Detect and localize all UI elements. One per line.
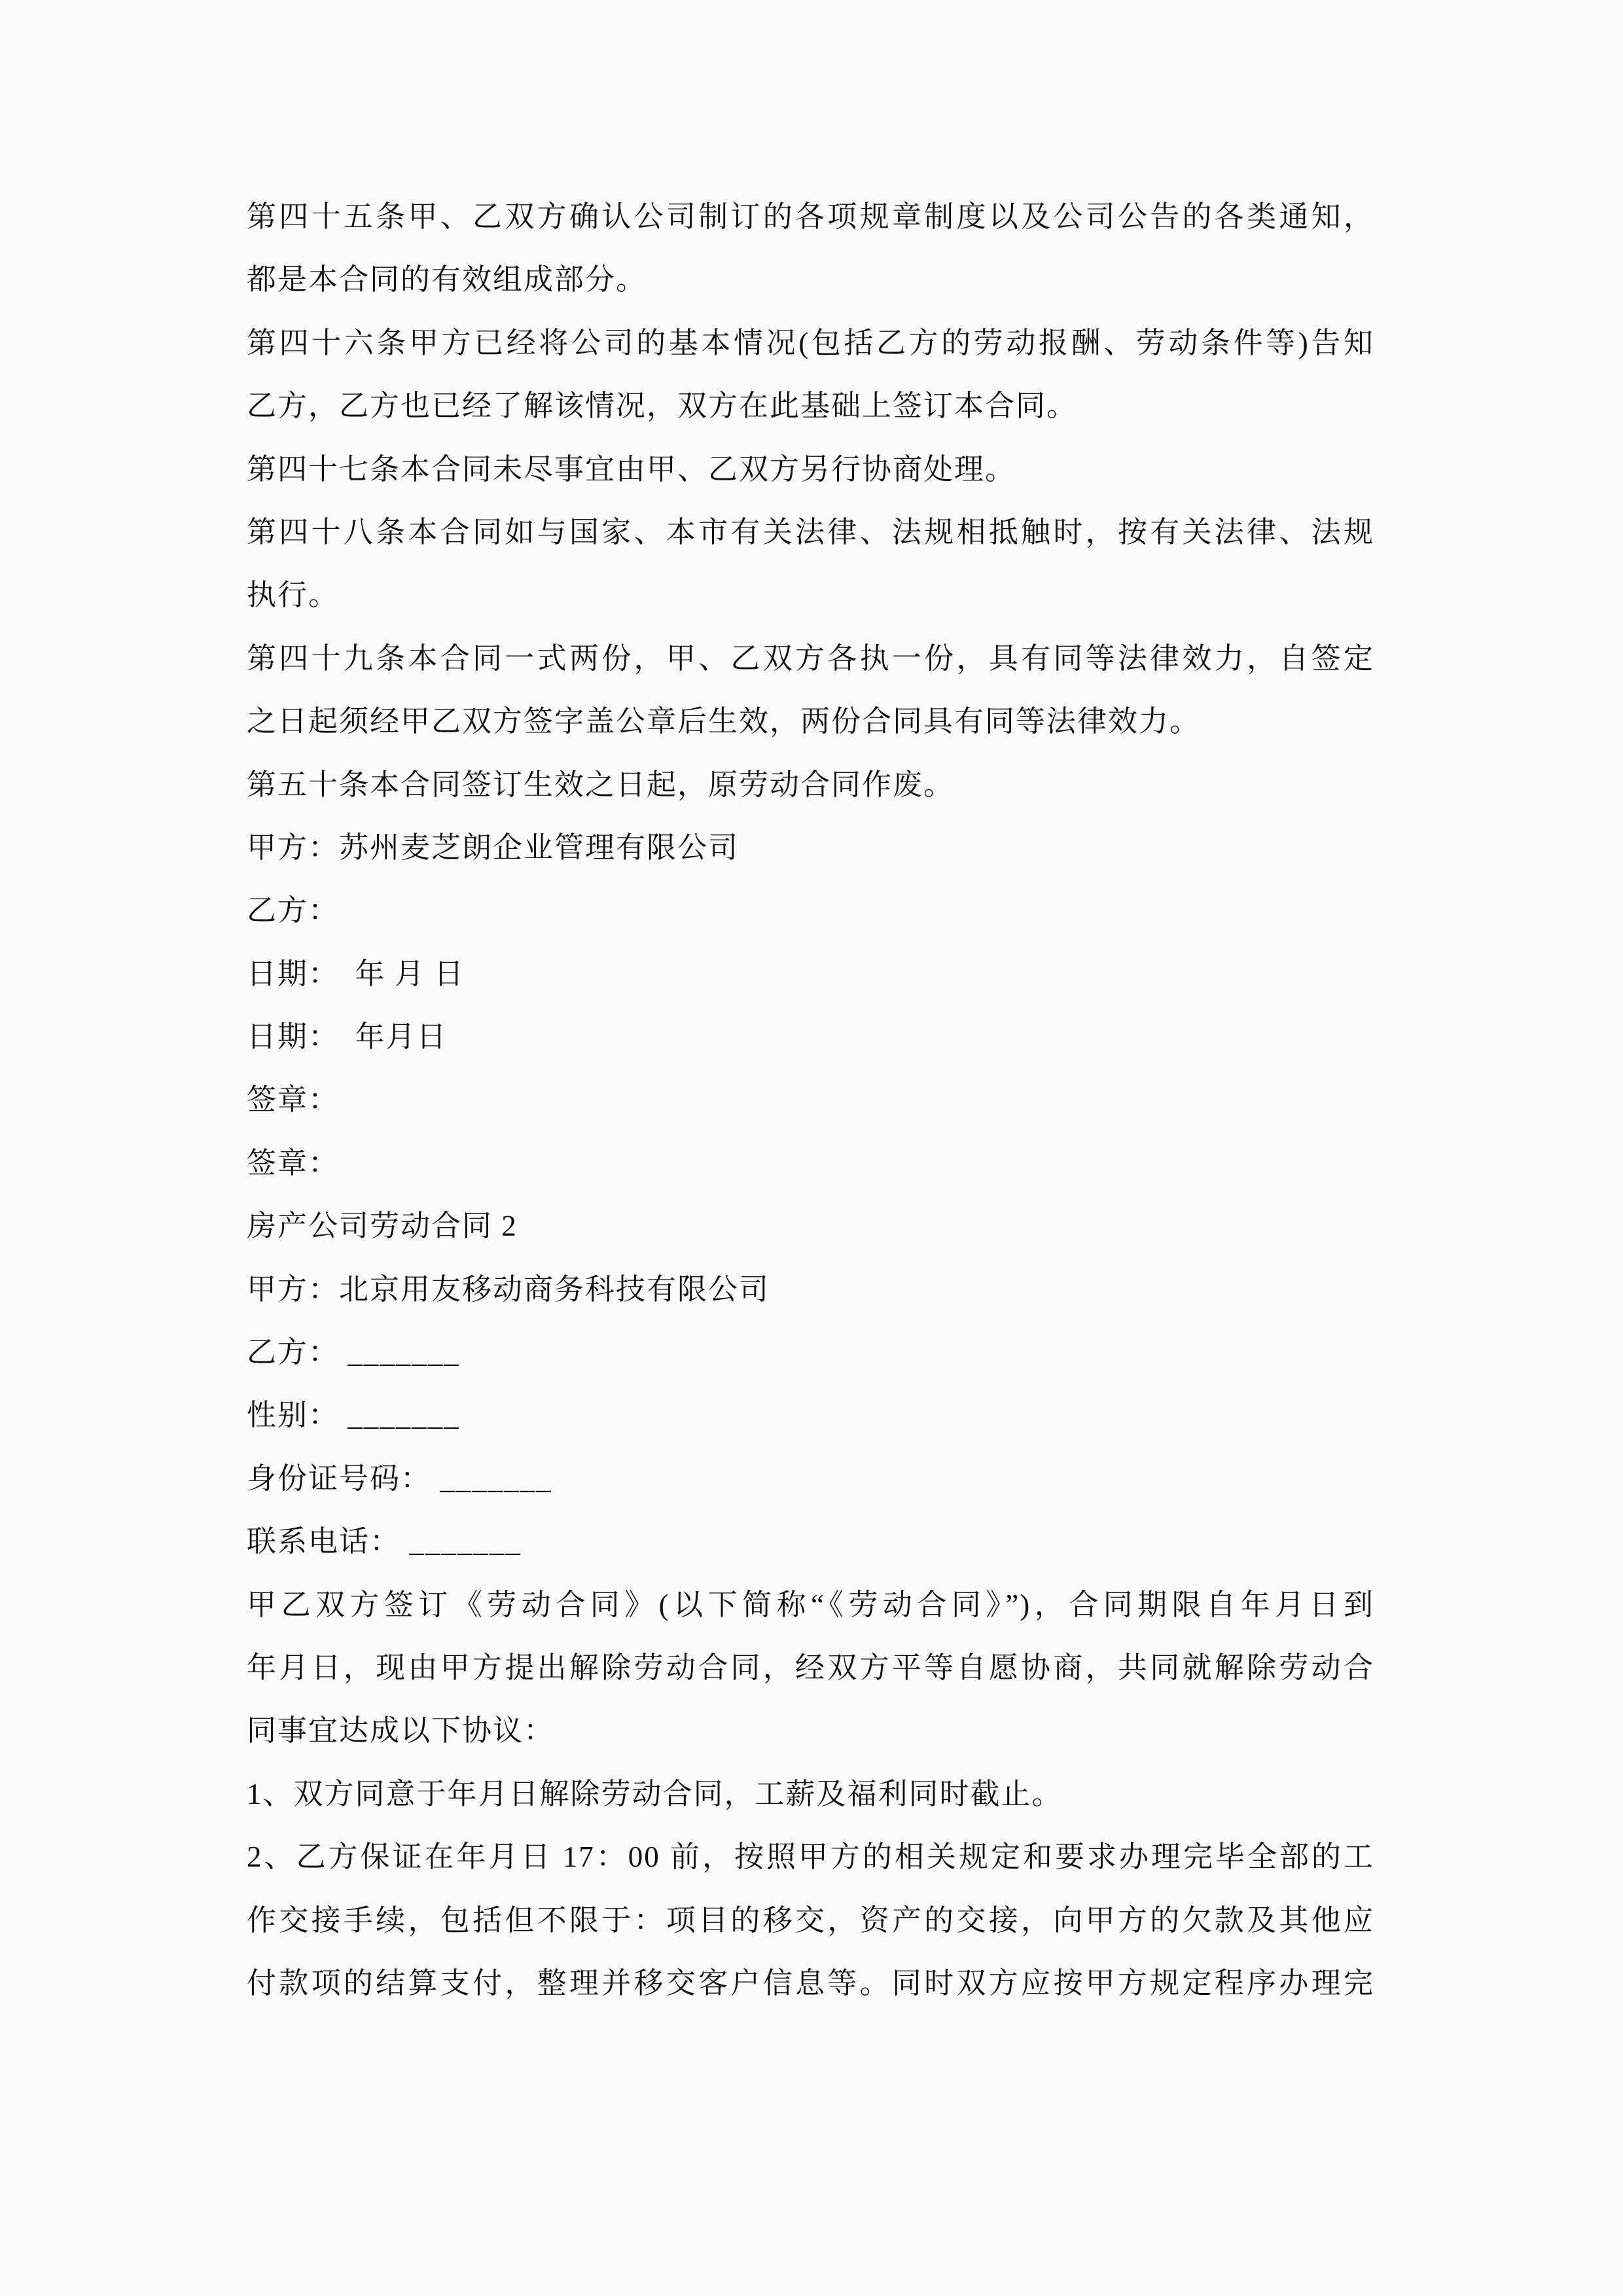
text-line: 都是本合同的有效组成部分。 (247, 263, 647, 296)
text-line: 甲方：苏州麦芝朗企业管理有限公司 (247, 831, 740, 864)
text-line: 之日起须经甲乙双方签字盖公章后生效，两份合同具有同等法律效力。 (247, 705, 1201, 738)
text-line: 执行。 (247, 579, 340, 612)
text-line: 乙方： (247, 894, 340, 927)
contract-body (247, 185, 1374, 2015)
text-line: 联系电话： _______ (247, 1525, 522, 1558)
text-line: 2、乙方保证在年月日 17：00 前，按照甲方的相关规定和要求办理完毕全部的工 (247, 1840, 1374, 1874)
text-line: 第四十九条本合同一式两份，甲、乙双方各执一份，具有同等法律效力，自签定 (247, 641, 1374, 675)
text-line: 同事宜达成以下协议： (247, 1714, 555, 1748)
text-line: 付款项的结算支付，整理并移交客户信息等。同时双方应按甲方规定程序办理完 (247, 1966, 1374, 2000)
text-line: 第四十六条甲方已经将公司的基本情况(包括乙方的劳动报酬、劳动条件等)告知 (247, 326, 1374, 359)
text-line: 日期： 年 月 日 (247, 957, 465, 990)
text-line: 第四十八条本合同如与国家、本市有关法律、法规相抵触时，按有关法律、法规 (247, 515, 1374, 548)
text-line: 甲方：北京用友移动商务科技有限公司 (247, 1272, 770, 1306)
text-line: 作交接手续，包括但不限于：项目的移交，资产的交接，向甲方的欠款及其他应 (247, 1903, 1374, 1937)
text-line: 第四十七条本合同未尽事宜由甲、乙双方另行协商处理。 (247, 452, 1016, 486)
text-line: 性别： _______ (247, 1399, 460, 1432)
text-line: 日期： 年月日 (247, 1020, 448, 1054)
text-line: 乙方： _______ (247, 1336, 460, 1369)
text-line: 签章： (247, 1083, 340, 1117)
text-line: 签章： (247, 1146, 340, 1179)
text-line: 身份证号码： _______ (247, 1462, 552, 1495)
text-line: 乙方，乙方也已经了解该情况，双方在此基础上签订本合同。 (247, 389, 1078, 423)
text-line: 第四十五条甲、乙双方确认公司制订的各项规章制度以及公司公告的各类通知， (247, 200, 1374, 233)
text-line: 房产公司劳动合同 2 (247, 1210, 518, 1243)
text-line: 1、双方同意于年月日解除劳动合同，工薪及福利同时截止。 (247, 1777, 1063, 1810)
text-line: 第五十条本合同签订生效之日起，原劳动合同作废。 (247, 768, 955, 801)
text-line: 甲乙双方签订《劳动合同》(以下简称“《劳动合同》”)，合同期限自年月日到 (247, 1588, 1374, 1621)
text-line: 年月日，现由甲方提出解除劳动合同，经双方平等自愿协商，共同就解除劳动合 (247, 1651, 1374, 1684)
